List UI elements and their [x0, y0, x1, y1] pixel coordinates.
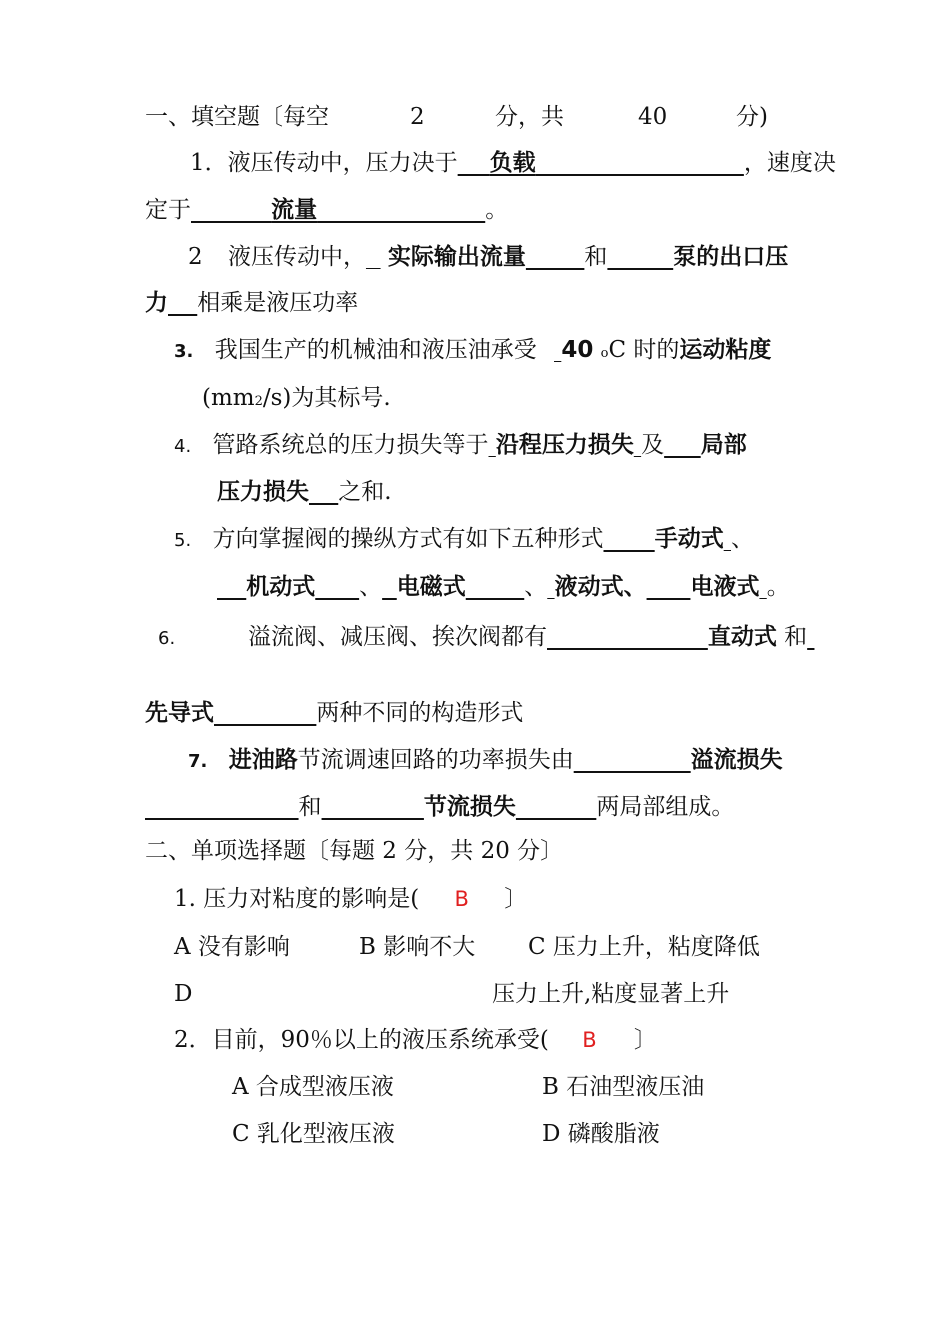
question-7-line2: 和 节流损失 两局部组成。 [298, 794, 735, 820]
choice-question-2: 2．目前，90％以上的液压系统承受( B 〕 [174, 1027, 657, 1053]
question-3-line2: (mm2/s)为其标号. [202, 385, 391, 411]
choice-q2-opt-b: B 石油型液压油 [542, 1074, 705, 1100]
section2-header: 二、单项选择题〔每题 2 分，共 20 分〕 [145, 838, 564, 864]
choice-q1-opt-a: A 没有影响 [174, 934, 290, 960]
answer-mark: B [582, 1028, 597, 1052]
section1-header: 一、填空题〔每空 2 分，共 40 分) [145, 104, 768, 130]
question-1-line2: 定于 流量 。 [145, 197, 509, 223]
choice-q1-opt-d-text: 压力上升,粘度显著上升 [492, 981, 730, 1007]
question-3-line1: 3. 我国生产的机械油和液压油承受 40 oC 时的运动粘度 [174, 337, 772, 363]
question-2-line2: 力 相乘是液压功率 [145, 290, 359, 316]
question-5-line2: 机动式 、 电磁式 、 液动式、 电液式 。 [246, 574, 790, 600]
question-2-line1: 2 液压传动中， 实际输出流量 和 泵的出口压 [188, 244, 789, 270]
question-6-line1: 6. 溢流阀、减压阀、挨次阀都有 直动式 和 [158, 624, 808, 650]
choice-q2-opt-c: C 乳化型液压液 [232, 1121, 395, 1147]
question-4-line1: 4. 管路系统总的压力损失等于 沿程压力损失 及 局部 [174, 432, 747, 458]
question-6-line2: 先导式 两种不同的构造形式 [145, 700, 524, 726]
choice-q1-opt-d-label: D [174, 981, 193, 1007]
choice-q1-opt-b: B 影响不大 [359, 934, 476, 960]
choice-q2-opt-d: D 磷酸脂液 [542, 1121, 660, 1147]
choice-question-1: 1. 压力对粘度的影响是( B 〕 [174, 886, 528, 912]
question-7-line1: 7. 进油路节流调速回路的功率损失由 溢流损失 [188, 747, 783, 773]
answer-blank: 流量 [271, 197, 318, 223]
choice-q2-opt-a: A 合成型液压液 [232, 1074, 394, 1100]
question-4-line2: 压力损失 之和. [217, 479, 392, 505]
question-5-line1: 5. 方向掌握阀的操纵方式有如下五种形式 手动式 、 [174, 526, 754, 552]
question-1-line1: 1．液压传动中，压力决于 负载 ，速度决 [190, 150, 836, 176]
answer-blank: 负载 [489, 150, 536, 176]
answer-mark: B [454, 887, 469, 911]
choice-q1-opt-c: C 压力上升，粘度降低 [528, 934, 760, 960]
